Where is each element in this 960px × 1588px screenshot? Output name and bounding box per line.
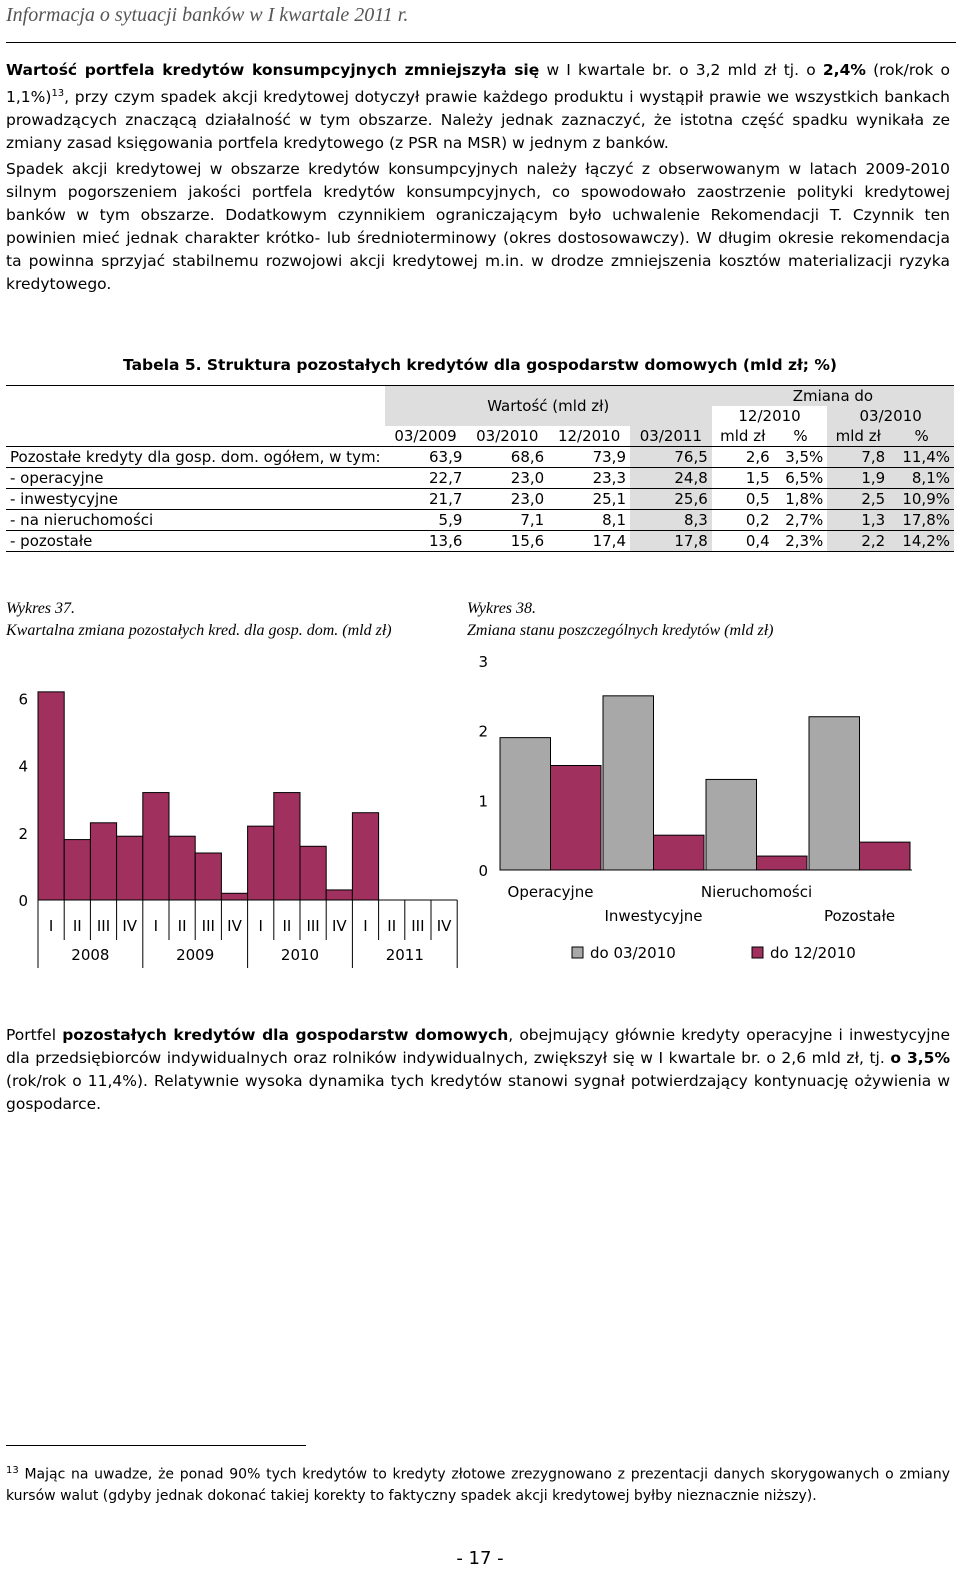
paragraph-consumer-loans: Wartość portfela kredytów konsumpcyjnych zmniejszyła się w I kwartale br. o 3,2 mld zł tj. o 2,4% (rok/rok o 1,1%)$^{13}$, przy czym spadek akcji kredytowej dotyczył prawie każdego produktu i wystąpił prawie we wszystkich bankach prowadzących znaczącą działalność w tym obszarze. Należy jednak zaznaczyć, że istotna część spadku wynikała ze zmiany zasad księgowania portfela kredytowego (z PSR na MSR) w jednym z banków. <box>6 61 950 153</box>
table-cell: 1,5 <box>745 469 770 487</box>
table-cell: 3,5% <box>785 448 824 466</box>
column-header: 03/2010 <box>476 427 539 445</box>
table-cell: 25,6 <box>630 489 712 510</box>
bar <box>90 823 116 900</box>
bar <box>195 853 221 900</box>
table-cell: 1,9 <box>827 468 889 489</box>
header-value: Wartość (mld zł) <box>385 386 712 427</box>
bar <box>169 836 195 900</box>
chart-loan-change <box>462 645 952 975</box>
y-tick-label: 3 <box>478 653 488 671</box>
x-tick-label: I <box>363 917 368 935</box>
table-cell: 1,3 <box>827 510 889 531</box>
p1-bold-lead: Wartość portfela kredytów konsumpcyjnych zmniejszyła się <box>6 61 540 79</box>
bar <box>860 842 911 870</box>
header-0310: 03/2010 <box>827 406 954 426</box>
x-group-label: 2011 <box>385 946 424 964</box>
row-label: Pozostałe kredyty dla gosp. dom. ogółem, w tym: <box>10 448 381 466</box>
y-tick-label: 1 <box>478 792 488 811</box>
bar <box>300 846 326 900</box>
table-cell: 6,5% <box>785 469 824 487</box>
x-tick-label: I <box>48 917 54 935</box>
bar <box>757 856 808 870</box>
loan-structure-table <box>6 385 954 552</box>
x-tick-label: Operacyjne <box>507 883 594 901</box>
table-cell: 17,8% <box>889 510 954 531</box>
legend-label: do 12/2010 <box>770 944 856 962</box>
legend-swatch <box>572 947 583 958</box>
paragraph-credit-decline: Spadek akcji kredytowej w obszarze kredytów konsumpcyjnych należy łączyć z obserwowanym w latach 2009-2010 silnym pogorszeniem jakości portfela kredytów konsumpcyjnych, co spowodowało zaostrzenie polityki kredytowej banków w tym obszarze. Dodatkowym czynnikiem ograniczającym było uchwalenie Rekomendacji T. Czynnik ten powinien mieć jednak charakter krótko- lub średnioterminowy (okres dostosowawczy). W długim okresie rekomendacja ta powinna sprzyjać stabilnemu rozwojowi akcji kredytowej m.in. w drodze zmniejszenia kosztów materializacji ryzyka kredytowego. <box>6 160 950 293</box>
bar <box>143 793 169 900</box>
paragraph-other-loans: Portfel pozostałych kredytów dla gospodarstw domowych, obejmujący głównie kredyty operacyjne i inwestycyjne dla przedsiębiorców indywidualnych oraz rolników indywidualnych, zwiększył się w I kwartale br. o 2,6 mld zł, tj. o 3,5% (rok/rok o 11,4%). Relatywnie wysoka dynamika tych kredytów stanowi sygnał potwierdzający kontynuację ożywienia w gospodarce. <box>6 1026 950 1113</box>
chart37-caption: Wykres 37. Kwartalna zmiana pozostałych kred. dla gosp. dom. (mld zł) <box>6 600 392 639</box>
header-title: Informacja o sytuacji banków w I kwartale 2011 r. <box>6 4 409 26</box>
legend-swatch <box>752 947 763 958</box>
table-cell: 17,4 <box>592 532 626 550</box>
row-label: - na nieruchomości <box>10 511 154 529</box>
table-cell: 10,9% <box>889 489 954 510</box>
x-group-label: 2010 <box>280 946 320 964</box>
table-cell: 8,1 <box>602 511 626 529</box>
bar <box>352 813 378 900</box>
header-1210: 12/2010 <box>738 407 801 425</box>
table-cell: 15,6 <box>510 532 545 550</box>
x-tick-label: III <box>411 917 425 935</box>
table-row <box>6 531 954 552</box>
row-label: - inwestycyjne <box>10 490 118 508</box>
x-tick-label: Nieruchomości <box>700 883 813 901</box>
bar <box>274 793 300 900</box>
table-cell: 14,2% <box>889 531 954 552</box>
running-header <box>6 4 956 43</box>
table-cell: 23,0 <box>510 469 545 487</box>
table-row <box>6 468 954 489</box>
table-cell: 2,2 <box>827 531 889 552</box>
table-cell: 21,7 <box>429 490 463 508</box>
footnote: $^{13}$ Mając na uwadze, że ponad 90% tych kredytów to kredyty złotowe zrezygnowano z prezentacji danych skorygowanych o zmiany kursów walut (gdyby jednak dokonać takiej korekty to faktyczny spadek akcji kredytowej byłby nieznacznie niższy). <box>6 1465 950 1504</box>
table-cell: 7,1 <box>520 511 545 529</box>
column-header: mld zł <box>720 427 766 445</box>
page-number: - 17 - <box>456 1548 504 1569</box>
x-tick-label: II <box>387 917 397 935</box>
footnote-ref[interactable]: 13 <box>51 88 65 99</box>
column-header: 03/2009 <box>394 427 457 445</box>
x-tick-label: III <box>306 917 320 935</box>
x-tick-label: I <box>153 917 159 935</box>
row-label: - pozostałe <box>10 532 93 550</box>
bar <box>221 893 247 900</box>
y-tick-label: 2 <box>478 722 488 741</box>
chart38-caption: Wykres 38. Zmiana stanu poszczególnych kredytów (mld zł) <box>467 600 774 639</box>
bar <box>654 835 705 870</box>
x-tick-label: IV <box>122 917 138 935</box>
y-tick-label: 2 <box>18 824 28 843</box>
column-header: 12/2010 <box>557 427 621 445</box>
table-cell: 2,6 <box>745 448 770 466</box>
table-cell: 0,4 <box>745 532 770 550</box>
header-change: Zmiana do <box>712 386 954 407</box>
y-tick-label: 0 <box>18 892 28 910</box>
table-caption: Tabela 5. Struktura pozostałych kredytów dla gospodarstw domowych (mld zł; %) <box>123 356 837 374</box>
table-cell: 8,1% <box>889 468 954 489</box>
row-label: - operacyjne <box>10 469 104 487</box>
x-tick-label: II <box>282 917 292 935</box>
x-tick-label: IV <box>436 917 452 935</box>
bar <box>38 692 64 900</box>
y-tick-label: 0 <box>478 862 488 880</box>
table-row <box>6 489 954 510</box>
table-cell: 17,8 <box>630 531 712 552</box>
table-cell: 25,1 <box>592 490 626 508</box>
table-row <box>6 447 954 468</box>
table-cell: 23,0 <box>510 490 545 508</box>
bar <box>326 890 352 900</box>
table-row <box>6 510 954 531</box>
bar <box>500 738 551 870</box>
table-cell: 13,6 <box>429 532 463 550</box>
table-cell: 0,2 <box>745 511 770 529</box>
x-tick-label: I <box>258 917 263 935</box>
x-tick-label: Pozostałe <box>823 907 896 925</box>
table-cell: 2,5 <box>827 489 889 510</box>
table-cell: 2,7% <box>785 511 824 529</box>
table-cell: 23,3 <box>592 469 626 487</box>
table-cell: 22,7 <box>429 469 463 487</box>
table-cell: 76,5 <box>630 447 712 468</box>
x-group-label: 2009 <box>176 946 215 964</box>
legend-label: do 03/2010 <box>590 944 676 962</box>
footnote-separator <box>6 1445 306 1446</box>
bar <box>603 696 654 870</box>
x-tick-label: II <box>72 917 82 935</box>
table-cell: 5,9 <box>438 511 463 529</box>
column-header: mld zł <box>827 426 889 447</box>
column-header: 03/2011 <box>630 426 712 447</box>
chart-quarterly-change <box>0 645 465 975</box>
bar <box>117 836 143 900</box>
bar <box>248 826 274 900</box>
table-cell: 63,9 <box>429 448 463 466</box>
table-cell: 7,8 <box>827 447 889 468</box>
column-header: % <box>889 426 954 447</box>
table-cell: 24,8 <box>630 468 712 489</box>
bar <box>706 779 757 870</box>
x-group-label: 2008 <box>71 946 110 964</box>
y-tick-label: 6 <box>18 690 28 709</box>
y-tick-label: 4 <box>18 757 28 776</box>
x-tick-label: IV <box>227 917 242 935</box>
bar <box>551 766 602 871</box>
table-cell: 68,6 <box>510 448 545 466</box>
table-cell: 0,5 <box>745 490 770 508</box>
table-cell: 8,3 <box>630 510 712 531</box>
x-tick-label: III <box>96 917 111 935</box>
x-tick-label: II <box>177 917 187 935</box>
x-tick-label: IV <box>331 917 347 935</box>
x-tick-label: III <box>201 917 215 935</box>
column-header: % <box>793 427 808 445</box>
bar <box>64 840 90 900</box>
bar <box>809 717 860 870</box>
x-tick-label: Inwestycyjne <box>604 907 703 925</box>
table-cell: 1,8% <box>785 490 824 508</box>
table-cell: 11,4% <box>889 447 954 468</box>
table-cell: 73,9 <box>592 448 626 466</box>
table-cell: 2,3% <box>785 532 824 550</box>
